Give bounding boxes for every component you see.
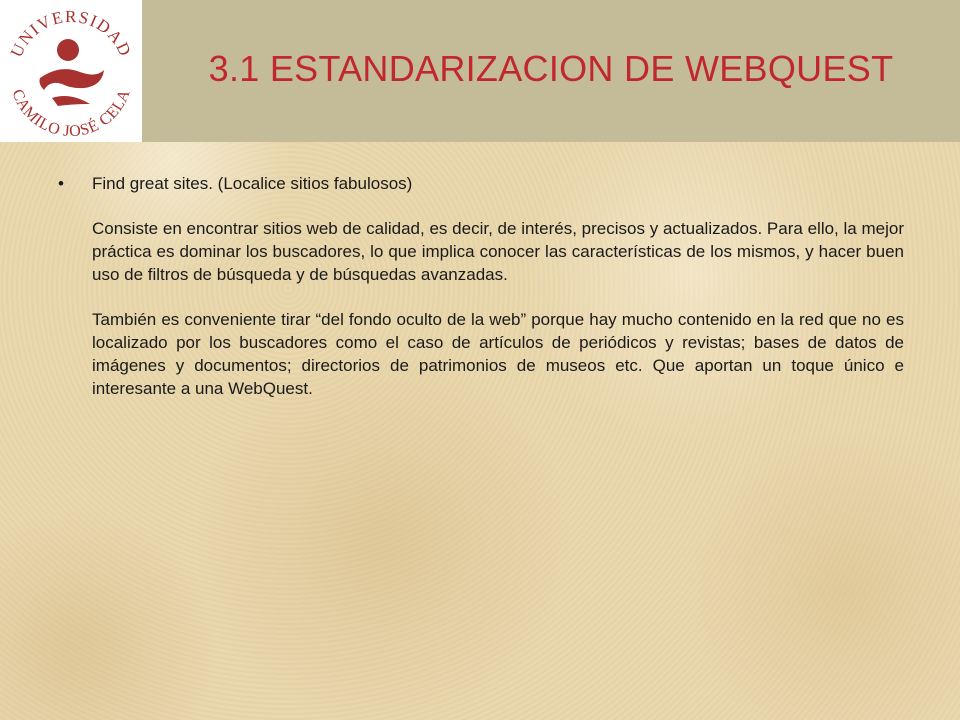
slide-title: 3.1 ESTANDARIZACION DE WEBQUEST	[208, 48, 894, 89]
logo-bottom-text: CAMILO JOSÉ CELA	[8, 87, 134, 141]
bullet-item	[58, 172, 904, 195]
paragraph-1	[92, 217, 904, 286]
logo-top-text: UNIVERSIDAD	[6, 6, 136, 61]
bullet-text: Find great sites. (Localice sitios fabulosos)	[92, 174, 413, 193]
slide-body	[58, 172, 904, 400]
header-band	[0, 0, 960, 142]
svg-text:CAMILO JOSÉ CELA	[8, 87, 133, 140]
university-seal-icon	[0, 0, 142, 142]
paragraph-2-text: También es conveniente tirar “del fondo oculto de la web” porque hay mucho contenido en la red que no es localizado por los buscadores como el caso de artículos de periódicos y revistas; bases de datos de imágenes y documentos; directorios de patrimonios de museos etc. Que aportan un toque único e interesante a una WebQuest.	[92, 310, 904, 398]
university-logo	[0, 0, 142, 142]
paragraph-1-text: Consiste en encontrar sitios web de calidad, es decir, de interés, precisos y actualizados. Para ello, la mejor práctica es dominar los buscadores, lo que implica conocer las características de los mismos, y hacer buen uso de filtros de búsqueda y de búsquedas avanzadas.	[92, 219, 904, 284]
paragraph-2	[92, 308, 904, 400]
bullet-icon: •	[58, 174, 64, 193]
